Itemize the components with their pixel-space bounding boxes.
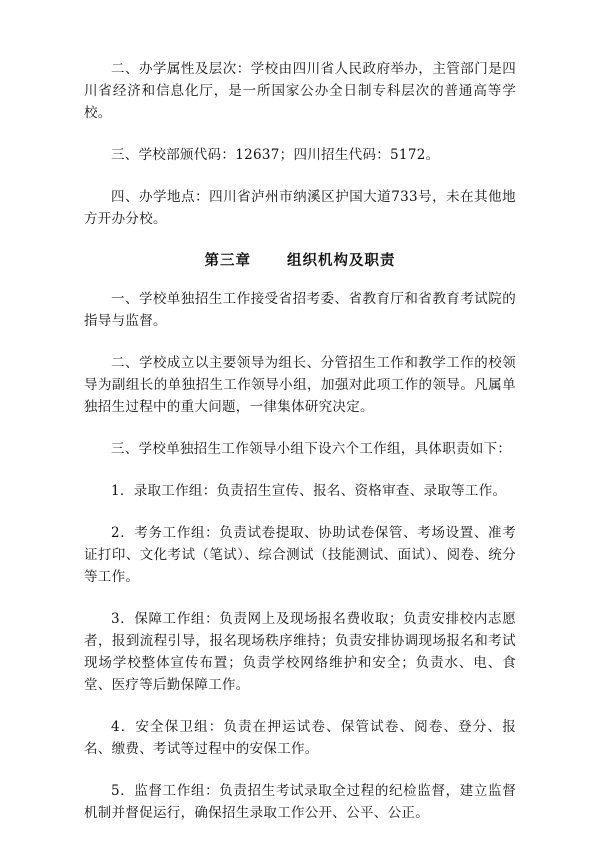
paragraph-security-group: 4．安全保卫组：负责在押运试卷、保管试卷、阅卷、登分、报名、缴费、考试等过程中的安保工作。 — [84, 719, 516, 757]
paragraph-school-codes: 三、学校部颁代码：12637；四川招生代码：5172。 — [111, 147, 440, 163]
paragraph-school-location: 四、办学地点：四川省泸州市纳溪区护国大道733号，未在其他地方开办分校。 — [84, 189, 516, 227]
paragraph-work-groups-intro: 三、学校单独招生工作领导小组下设六个工作组，具体职责如下： — [111, 441, 512, 457]
chapter-number: 第三章 — [204, 253, 251, 269]
document-body — [84, 58, 516, 844]
paragraph-exam-affairs-group: 2．考务工作组：负责试卷提取、协助试卷保管、考场设置、准考证打印、文化考试（笔试）、综合测试（技能测试、面试）、阅卷、统分等工作。 — [84, 525, 516, 585]
paragraph-support-group: 3．保障工作组：负责网上及现场报名费收取；负责安排校内志愿者，报到流程引导，报名现场秩序维持；负责安排协调现场报名和考试现场学校整体宣传布置；负责学校网络维护和安全；负责水、电、食堂、医疗等后勤保障工作。 — [84, 611, 516, 693]
chapter-heading — [84, 250, 516, 272]
paragraph-supervision: 一、学校单独招生工作接受省招考委、省教育厅和省教育考试院的指导与监督。 — [84, 291, 516, 329]
paragraph-admission-group: 1．录取工作组：负责招生宣传、报名、资格审查、录取等工作。 — [111, 483, 507, 499]
paragraph-supervision-group: 5．监督工作组：负责招生考试录取全过程的纪检监督，建立监督机制并督促运行，确保招生录取工作公开、公平、公正。 — [84, 783, 516, 821]
paragraph-leadership-group: 二、学校成立以主要领导为组长、分管招生工作和教学工作的校领导为副组长的单独招生工作领导小组，加强对此项工作的领导。凡属单独招生过程中的重大问题，一律集体研究决定。 — [84, 355, 516, 415]
paragraph-school-attributes: 二、办学属性及层次：学校由四川省人民政府举办，主管部门是四川省经济和信息化厅，是一所国家公办全日制专科层次的普通高等学校。 — [84, 61, 516, 121]
chapter-title: 组织机构及职责 — [287, 253, 396, 269]
